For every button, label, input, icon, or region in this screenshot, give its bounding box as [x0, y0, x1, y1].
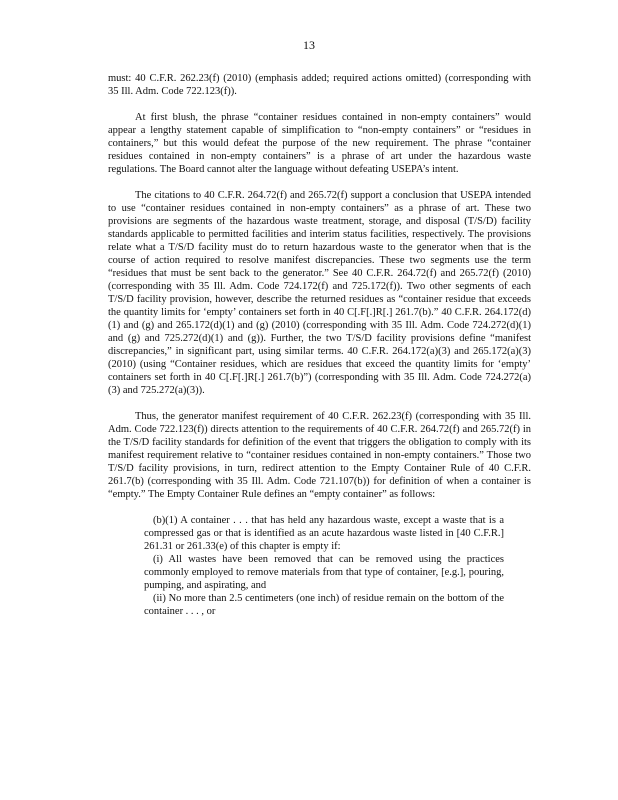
document-body: [108, 72, 531, 618]
quote-item-i: (i) All wastes have been removed that can be removed using the practices commonly employed to remove materials from that type of container, [e.g.], pouring, pumping, and aspirating, and: [144, 554, 504, 591]
block-quote-empty-container-rule: [144, 514, 504, 618]
paragraph-citations: The citations to 40 C.F.R. 264.72(f) and 265.72(f) support a conclusion that USEPA intended to use “container residues contained in non-empty containers” as a phrase of art. These two provisions are segments of the hazardous waste treatment, storage, and disposal (T/S/D) facility standards applicable to permitted facilities and interim status facilities, respectively. The provisions relate what a T/S/D facility must do to return hazardous waste to the generator when that is the course of action required to resolve manifest discrepancies. These two segments use the term “residues that must be sent back to the generator.” See 40 C.F.R. 264.72(f) and 265.72(f) (2010) (corresponding with 35 Ill. Adm. Code 724.172(f) and 725.172(f)). Two other segments of each T/S/D facility provision, however, describe the returned residues as “container residue that exceeds the quantity limits for ‘empty’ containers set forth in 40 C[.F[.]R[.] 261.7(b).” 40 C.F.R. 264.172(d)(1) and (g) and 265.172(d)(1) and (g) (2010) (corresponding with 35 Ill. Adm. Code 724.272(d)(1) and (g) and 725.272(d)(1) and (g)). Further, the two T/S/D facility provisions define “manifest discrepancies,” in significant part, using similar terms. 40 C.F.R. 264.172(a)(3) and 265.172(a)(3) (2010) (using “Container residues, which are residues that exceed the quantity limits for ‘empty’ containers set forth in 40 C[.F[.]R[.] 261.7(b)”) (corresponding with 35 Ill. Adm. Code 724.272(a)(3) and 725.272(a)(3)).: [108, 190, 531, 396]
paragraph-first-blush: At first blush, the phrase “container residues contained in non-empty containers” would appear a lengthy statement capable of simplification to “non-empty containers” or “residues in containers,” but this would defeat the purpose of the new requirement. The phrase “container residues contained in non-empty containers” is a phrase of art under the hazardous waste regulations. The Board cannot alter the language without defeating USEPA’s intent.: [108, 112, 531, 175]
paragraph-continuation: must: 40 C.F.R. 262.23(f) (2010) (emphasis added; required actions omitted) (corresponding with 35 Ill. Adm. Code 722.123(f)).: [108, 73, 531, 97]
page-number: 13: [303, 38, 315, 52]
paragraph-thus: Thus, the generator manifest requirement of 40 C.F.R. 262.23(f) (corresponding with 35 Ill. Adm. Code 722.123(f)) directs attention to the requirements of 40 C.F.R. 264.72(f) and 265.72(f) in the T/S/D facility standards for definition of the event that triggers the obligation to comply with its manifest requirement relative to “container residues contained in non-empty containers.” Those two T/S/D facility provisions, in turn, redirect attention to the Empty Container Rule of 40 C.F.R. 261.7(b) (corresponding with 35 Ill. Adm. Code 721.107(b)) for definition of when a container is “empty.” The Empty Container Rule defines an “empty container” as follows:: [108, 411, 531, 500]
quote-lead: (b)(1) A container . . . that has held any hazardous waste, except a waste that is a compressed gas or that is identified as an acute hazardous waste listed in [40 C.F.R.] 261.31 or 261.33(e) of this chapter is empty if:: [144, 515, 504, 552]
quote-item-ii: (ii) No more than 2.5 centimeters (one inch) of residue remain on the bottom of the container . . . , or: [144, 593, 504, 617]
